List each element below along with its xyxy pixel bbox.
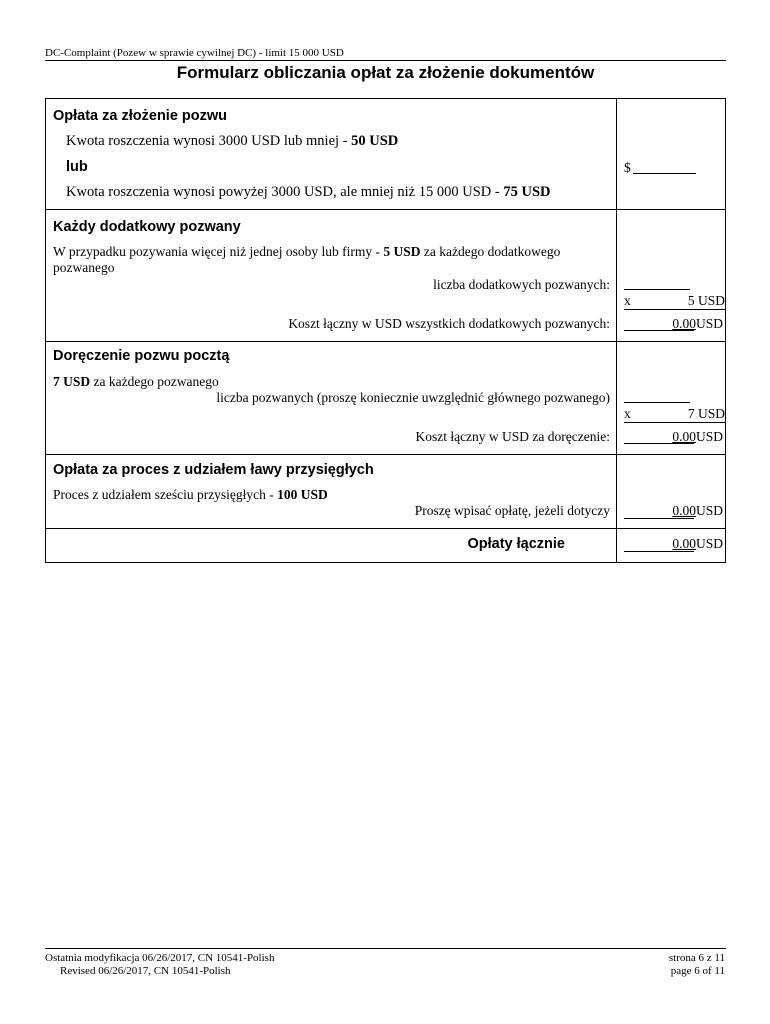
row-divider-2 — [45, 341, 726, 342]
footer-revision-english: Revised 06/26/2017, CN 10541-Polish — [60, 965, 231, 977]
additional-defendant-count-input[interactable] — [624, 275, 690, 290]
section-service-by-mail-heading: Doręczenie pozwu pocztą — [53, 348, 230, 364]
additional-defendant-desc-a: W przypadku pozywania więcej niż jednej osoby lub firmy - — [53, 244, 384, 259]
filing-fee-option-2-text: Kwota roszczenia wynosi powyżej 3000 USD, ale mniej niż 15 000 USD - — [66, 184, 504, 200]
additional-defendant-desc-c: pozwanego — [53, 260, 115, 275]
multiplier-symbol-2: x — [624, 406, 631, 421]
row-divider-3 — [45, 454, 726, 455]
defendant-count-input[interactable] — [624, 388, 690, 403]
row-divider-1 — [45, 209, 726, 210]
jury-fee-unit: USD — [695, 503, 723, 518]
additional-defendant-desc-b: za każdego dodatkowego — [420, 244, 561, 259]
additional-defendant-amount: 5 USD — [383, 244, 421, 259]
additional-defendant-rate: 5 USD — [687, 293, 725, 308]
total-fees-label: Opłaty łącznie — [467, 536, 565, 552]
total-fees — [672, 536, 723, 552]
footer-page-polish: strona 6 z 11 — [668, 952, 725, 964]
currency-symbol: $ — [624, 160, 631, 175]
row-divider-4 — [45, 528, 726, 529]
filing-fee-option-1-text: Kwota roszczenia wynosi 3000 USD lub mniej - — [66, 133, 352, 149]
additional-defendant-total-value: 0.00 — [672, 316, 696, 331]
additional-defendant-total-unit: USD — [695, 316, 723, 331]
total-fees-value: 0.00 — [672, 536, 696, 551]
total-fees-unit: USD — [695, 536, 723, 551]
filing-fee-option-1-amount: 50 USD — [351, 133, 399, 149]
service-rate: 7 USD — [687, 406, 725, 421]
additional-defendant-total-label: Koszt łączny w USD wszystkich dodatkowych pozwanych: — [288, 316, 610, 331]
footer-page-english: page 6 of 11 — [670, 965, 725, 977]
jury-trial-desc-a: Proces z udziałem sześciu przysięgłych - — [53, 487, 278, 502]
service-total-unit: USD — [695, 429, 723, 444]
filing-fee-input[interactable] — [633, 159, 696, 174]
column-divider — [616, 98, 617, 562]
filing-fee-option-2-amount: 75 USD — [503, 184, 551, 200]
rate-underline — [624, 309, 726, 310]
section-additional-defendant-heading: Każdy dodatkowy pozwany — [53, 219, 241, 235]
jury-fee-value: 0.00 — [672, 503, 696, 518]
service-by-mail-desc — [53, 374, 219, 390]
defendant-count-label: liczba pozwanych (proszę koniecznie uwzględnić głównego pozwanego) — [216, 390, 610, 405]
footer-revision-polish: Ostatnia modyfikacja 06/26/2017, CN 10541-Polish — [45, 952, 275, 964]
filing-fee-option-2 — [66, 184, 550, 201]
additional-defendant-desc — [53, 244, 560, 260]
multiplier-symbol: x — [624, 293, 631, 308]
jury-trial-amount: 100 USD — [277, 487, 328, 502]
section-jury-trial-heading: Opłata za proces z udziałem ławy przysięgłych — [53, 462, 374, 478]
section-filing-fee-heading: Opłata za złożenie pozwu — [53, 108, 228, 124]
jury-trial-desc — [53, 487, 328, 503]
service-total — [672, 429, 723, 445]
service-by-mail-amount: 7 USD — [53, 374, 91, 389]
filing-fee-option-1 — [66, 133, 398, 150]
service-total-label: Koszt łączny w USD za doręczenie: — [415, 429, 610, 444]
page-title: Formularz obliczania opłat za złożenie dokumentów — [176, 63, 595, 82]
additional-defendant-count-label: liczba dodatkowych pozwanych: — [433, 277, 610, 292]
jury-fee[interactable] — [672, 503, 723, 519]
rate-underline-2 — [624, 422, 726, 423]
jury-fee-label: Proszę wpisać opłatę, jeżeli dotyczy — [414, 503, 610, 518]
service-total-value: 0.00 — [672, 429, 696, 444]
service-by-mail-desc-b: za każdego pozwanego — [90, 374, 219, 389]
additional-defendant-total — [672, 316, 723, 332]
footer-rule — [45, 948, 726, 949]
form-name: DC-Complaint (Pozew w sprawie cywilnej DC) - limit 15 000 USD — [45, 47, 344, 59]
or-label: lub — [66, 159, 88, 175]
header-rule — [45, 60, 726, 61]
